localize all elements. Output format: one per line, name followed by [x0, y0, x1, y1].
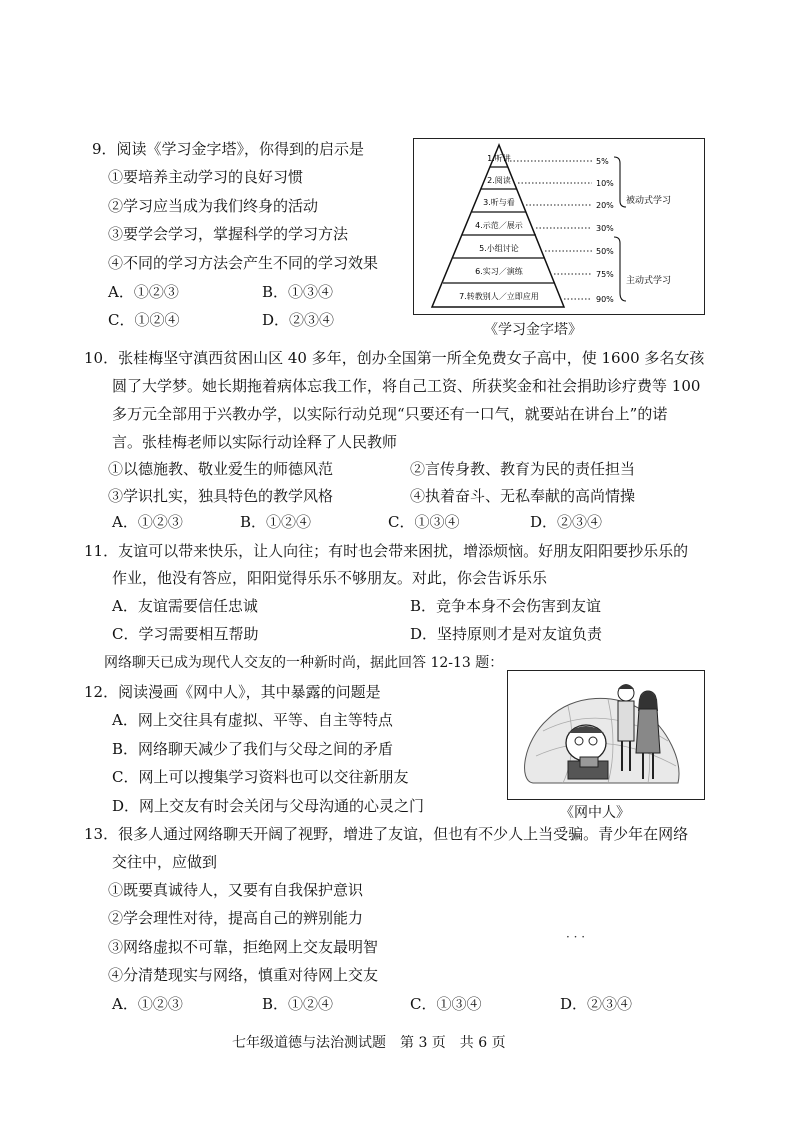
- q9-item-3: ③要学会学习，掌握科学的学习方法: [108, 225, 349, 243]
- q11-option-c: C．学习需要相互帮助: [112, 625, 259, 643]
- q9-item-2: ②学习应当成为我们终身的活动: [108, 197, 319, 215]
- pyramid-level-7: 7.转教别人／立即应用: [459, 292, 539, 301]
- q13-option-b: B．①②④: [262, 995, 334, 1013]
- q10-item-3: ③学识扎实，独具特色的教学风格: [108, 487, 334, 505]
- q10-option-b: B．①②④: [240, 513, 312, 531]
- active-learning-label: 主动式学习: [626, 276, 672, 286]
- pyramid-level-4: 4.示范／展示: [475, 221, 523, 230]
- q9-option-b: B．①③④: [262, 283, 334, 301]
- q10-stem-line-3: 多万元全部用于兴教办学，以实际行动兑现“只要还有一口气，就要站在讲台上”的诺: [112, 405, 668, 423]
- q9-item-1: ①要培养主动学习的良好习惯: [108, 168, 304, 186]
- q13-stem-line-1: 13．很多人通过网络聊天开阔了视野，增进了友谊，但也有不少人上当受骗。青少年在网络: [84, 825, 689, 843]
- pyramid-level-3: 3.听与看: [483, 198, 515, 207]
- learning-pyramid-diagram: [414, 139, 704, 314]
- q13-option-d: D．②③④: [560, 995, 633, 1013]
- q10-stem-line-2: 圆了大学梦。她长期拖着病体忘我工作，将自己工资、所获奖金和社会捐助诊疗费等 100: [112, 377, 701, 395]
- pyramid-percent-2: 10%: [596, 179, 614, 188]
- q11-option-a: A．友谊需要信任忠诚: [112, 597, 258, 615]
- pyramid-percent-5: 50%: [596, 247, 614, 256]
- pyramid-level-5: 5.小组讨论: [479, 244, 519, 253]
- q9-item-4: ④不同的学习方法会产生不同的学习效果: [108, 254, 379, 272]
- pyramid-percent-7: 90%: [596, 295, 614, 304]
- q13-option-c: C．①③④: [410, 995, 482, 1013]
- pyramid-percent-6: 75%: [596, 270, 614, 279]
- q12-option-b: B．网络聊天减少了我们与父母之间的矛盾: [112, 740, 394, 758]
- q12-option-d: D．网上交友有时会关闭与父母沟通的心灵之门: [112, 797, 425, 815]
- pyramid-percent-3: 20%: [596, 201, 614, 210]
- cartoon-caption: 《网中人》: [560, 805, 630, 821]
- pyramid-percent-1: 5%: [596, 157, 609, 166]
- q12-option-a: A．网上交往具有虚拟、平等、自主等特点: [112, 711, 393, 729]
- pyramid-level-1: 1.听讲: [487, 154, 511, 163]
- q9-stem: 9．阅读《学习金字塔》，你得到的启示是: [92, 140, 365, 158]
- pyramid-level-6: 6.实习／演练: [475, 267, 523, 276]
- q13-stem-line-2: 交往中，应做到: [112, 853, 218, 871]
- q13-item-2: ②学会理性对待，提高自己的辨别能力: [108, 909, 364, 927]
- q10-item-4: ④执着奋斗、无私奉献的高尚情操: [410, 487, 636, 505]
- q10-item-2: ②言传身教、教育为民的责任担当: [410, 460, 636, 478]
- learning-pyramid-caption: 《学习金字塔》: [484, 322, 582, 338]
- q10-stem-line-4: 言。张桂梅老师以实际行动诠释了人民教师: [112, 433, 398, 451]
- group-intro: 网络聊天已成为现代人交友的一种新时尚，据此回答 12-13 题：: [104, 655, 504, 671]
- scan-speck: · · ·: [566, 930, 586, 944]
- pyramid-level-2: 2.阅读: [487, 176, 511, 185]
- learning-pyramid-figure: [413, 138, 705, 315]
- q10-option-c: C．①③④: [388, 513, 460, 531]
- pyramid-percent-4: 30%: [596, 224, 614, 233]
- page-footer: 七年级道德与法治测试题 第 3 页 共 6 页: [232, 1035, 506, 1051]
- q13-item-1: ①既要真诚待人，又要有自我保护意识: [108, 881, 364, 899]
- q11-option-b: B．竞争本身不会伤害到友谊: [410, 597, 602, 615]
- q11-option-d: D．坚持原则才是对友谊负责: [410, 625, 603, 643]
- cartoon-illustration: [508, 671, 704, 799]
- q12-option-c: C．网上可以搜集学习资料也可以交往新朋友: [112, 768, 409, 786]
- q10-option-d: D．②③④: [530, 513, 603, 531]
- q9-option-c: C．①②④: [108, 311, 180, 329]
- q9-option-a: A．①②③: [108, 283, 179, 301]
- q11-stem-line-1: 11．友谊可以带来快乐，让人向往；有时也会带来困扰，增添烦恼。好朋友阳阳要抄乐乐的: [84, 542, 689, 560]
- passive-learning-label: 被动式学习: [626, 196, 672, 206]
- q10-item-1: ①以德施教、敬业爱生的师德风范: [108, 460, 334, 478]
- q13-item-3: ③网络虚拟不可靠，拒绝网上交友最明智: [108, 938, 379, 956]
- q11-stem-line-2: 作业，他没有答应，阳阳觉得乐乐不够朋友。对此，你会告诉乐乐: [112, 569, 548, 587]
- q13-option-a: A．①②③: [112, 995, 183, 1013]
- cartoon-figure: [507, 670, 705, 800]
- q9-option-d: D．②③④: [262, 311, 335, 329]
- q10-option-a: A．①②③: [112, 513, 183, 531]
- q12-stem: 12．阅读漫画《网中人》，其中暴露的问题是: [84, 683, 381, 701]
- q10-stem-line-1: 10．张桂梅坚守滇西贫困山区 40 多年，创办全国第一所全免费女子高中，使 1600 多名女孩: [84, 349, 705, 367]
- q13-item-4: ④分清楚现实与网络，慎重对待网上交友: [108, 966, 379, 984]
